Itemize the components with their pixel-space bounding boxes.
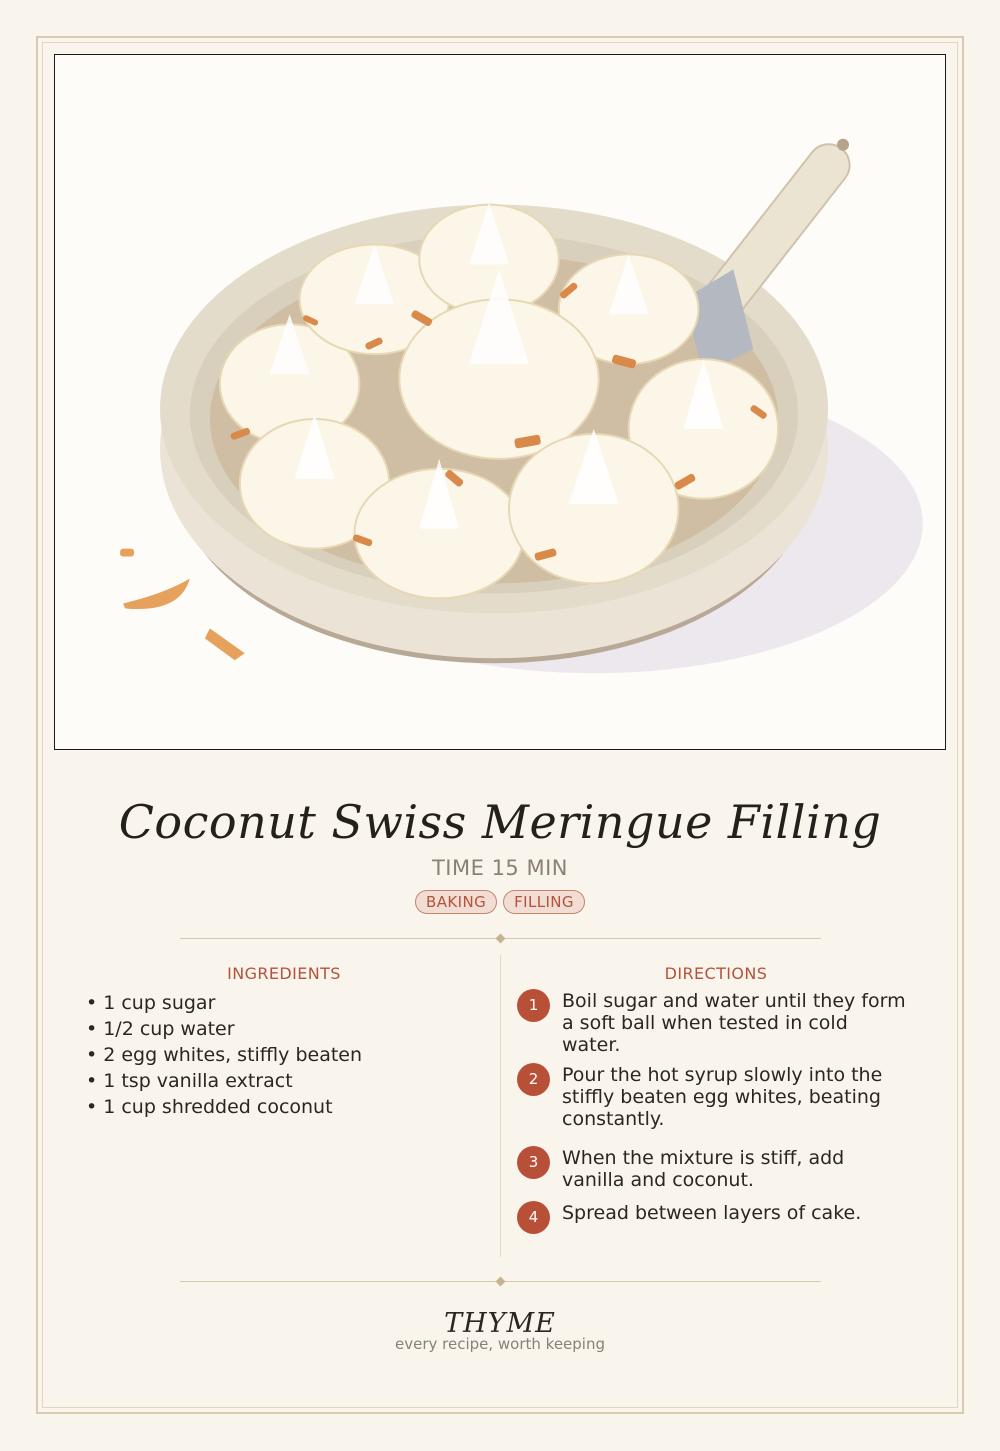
recipe-time: TIME 15 MIN xyxy=(431,856,568,880)
brand-logo: THYME xyxy=(444,1308,556,1339)
brand-tagline: every recipe, worth keeping xyxy=(394,1335,605,1353)
step-number-badge: 2 xyxy=(517,1063,550,1096)
tag-filling[interactable]: FILLING xyxy=(503,890,585,914)
step-text: Spread between layers of cake. xyxy=(562,1202,862,1224)
ingredient-item: • 1 cup shredded coconut xyxy=(86,1094,362,1120)
step-number-badge: 1 xyxy=(517,989,550,1022)
directions-heading: DIRECTIONS xyxy=(664,964,768,983)
ingredient-item: • 2 egg whites, stiffly beaten xyxy=(86,1042,362,1068)
column-divider xyxy=(500,955,501,1257)
tag-list xyxy=(0,890,1000,914)
ingredients-heading: INGREDIENTS xyxy=(227,964,341,983)
ingredient-item: • 1 tsp vanilla extract xyxy=(86,1068,362,1094)
ingredients-list xyxy=(86,990,362,1120)
recipe-title: Coconut Swiss Meringue Filling xyxy=(118,795,882,849)
step-text: Pour the hot syrup slowly into the stiffly beaten egg whites, beating constantly. xyxy=(562,1064,883,1130)
ingredient-item: • 1 cup sugar xyxy=(86,990,362,1016)
step-number-badge: 4 xyxy=(517,1201,550,1234)
step-text: When the mixture is stiff, add vanilla and coconut. xyxy=(562,1147,845,1191)
ingredient-item: • 1/2 cup water xyxy=(86,1016,362,1042)
recipe-photo xyxy=(54,54,946,750)
step-number-badge: 3 xyxy=(517,1146,550,1179)
tag-baking[interactable]: BAKING xyxy=(415,890,497,914)
step-text: Boil sugar and water until they form a soft ball when tested in cold water. xyxy=(562,990,906,1056)
